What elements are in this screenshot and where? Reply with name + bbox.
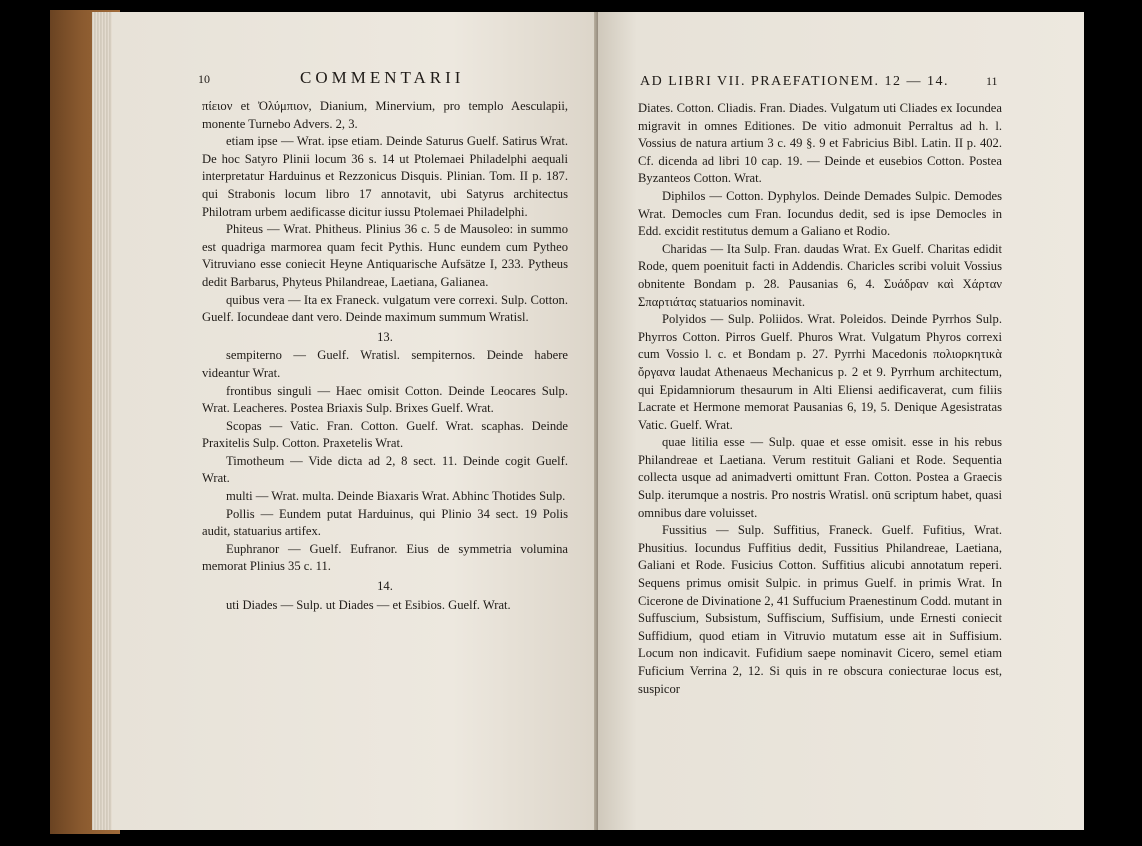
paragraph: Charidas — Ita Sulp. Fran. daudas Wrat. Ex Guelf. Charitas edidit Rode, quem poenituit facti in Addendis. Charicles scribi voluit Vossius obnitente Bondam p. 28. Pausanias 6, 4. Συάδραν καὶ Χάρταν Σπαρτιάτας statuarios nominavit.	[638, 241, 1002, 309]
paragraph: etiam ipse — Wrat. ipse etiam. Deinde Saturus Guelf. Satirus Wrat. De hoc Satyro Plinii locum 36 s. 14 ut Ptolemaei Philadelphi aequali interpretatur Harduinus et Rezzonicus Disquis. Plinian. Tom. II p. 187. qui Strabonis locum libro 17 annotavit, ubi Satyrus architectus Philotram urbem aedificasse dicitur iussu Ptolemaei Philadelphi.	[202, 134, 568, 219]
paragraph: multi — Wrat. multa. Deinde Biaxaris Wrat. Abhinc Thotides Sulp.	[226, 489, 566, 504]
paragraph: frontibus singuli — Haec omisit Cotton. Deinde Leocares Sulp. Wrat. Leacheres. Postea Briaxis Sulp. Brixes Guelf. Wrat.	[202, 383, 568, 416]
paragraph: Diphilos — Cotton. Dyphylos. Deinde Demades Sulpic. Demodes Wrat. Democles cum Fran. Iocundus dedit, sed is ipse Democles in Edd. excidit restitutus demum a Galiano et Rodio.	[638, 188, 1002, 239]
left-page	[112, 12, 598, 830]
paragraph: sempiterno — Guelf. Wratisl. sempiternos. Deinde habere videantur Wrat.	[202, 348, 568, 380]
section-number: 14.	[377, 579, 393, 594]
paragraph: Pollis — Eundem putat Harduinus, qui Plinio 34 sect. 19 Polis audit, statuarius artifex.	[202, 506, 568, 539]
paragraph: Euphranor — Guelf. Eufranor. Eius de symmetria volumina memorat Plinius 35 c. 11.	[202, 541, 568, 574]
right-page-number: 11	[986, 74, 998, 88]
paragraph: Fussitius — Sulp. Suffitius, Franeck. Guelf. Fufitius, Wrat. Phusitius. Iocundus Fuffitius dedit, Fussitius Philandreae, Laetiana, Galiani et Rode. Fusicius Cotton. Suffitius alicubi annotatum reperi. Sequens primus omisit Sulpic. in primus Guelf. in primis Wrat. In Cicerone de Divinatione 2, 41 Suffucium Praenestinum Codd. mutant in Suffuscium, Subsistum, Suffiscium, Suffisium, unde Ernesti coniecit Suffidium, quod etiam in Vitruvio mutatum esse ait in Suffisium. Locum non indicavit. Fufidium saepe nominavit Cicero, semel etiam Fuficium Verrina 2, 12. Si quis in re obscura coniecturae locus est, suspicor	[638, 523, 1002, 696]
right-running-head: AD LIBRI VII. PRAEFATIONEM. 12 — 14.	[640, 74, 949, 89]
section-number: 13.	[377, 329, 393, 344]
left-page-number: 10	[198, 72, 210, 86]
paragraph: Timotheum — Vide dicta ad 2, 8 sect. 11. Deinde cogit Guelf. Wrat.	[202, 453, 568, 486]
right-page	[598, 12, 1084, 830]
left-page-body	[202, 98, 568, 614]
paragraph: πίειον et Ὀλύμπιον, Dianium, Minervium, pro templo Aesculapii, monente Turnebo Advers. 2, 3.	[202, 99, 568, 131]
paragraph: Polyidos — Sulp. Poliidos. Wrat. Poleidos. Deinde Pyrrhos Sulp. Phyrros Cotton. Pirros Guelf. Phuros Wrat. Vulgatum Phyros correxi cum Vossio l. c. et Bondam p. 27. Pyrrhi Macedonis πολιορκητικὰ ὄργανα laudat Athenaeus Mechanicus p. 2 et 9. Pyrrhum architectum, qui Epidamniorum thesaurum in Alti Eliensi aedificaverat, cum filiis Lacrate et Hermone memorat Pausanias 6, 19, 5. Denique Agesistratas Vatic. Guelf. Wrat.	[638, 312, 1002, 432]
paragraph: Phiteus — Wrat. Phitheus. Plinius 36 c. 5 de Mausoleo: in summo est quadriga marmorea quam fecit Pythis. Hunc eundem cum Pytheo Vitruviano esse coniecit Heyne Antiquarische Aufsätze I, 233. Pytheus dedit Barbarus, Phyteus Philandreae, Laetiana, Galianea.	[202, 222, 568, 289]
paragraph: quae litilia esse — Sulp. quae et esse omisit. esse in his rebus Philandreae et Laetiana. Verum restituit Galiani et Rode. Sequentia collecta usque ad animadverti omittunt Fran. Cotton. Postea a Graecis Sulp. iterumque a nostris. Pro nostris Wratisl. onū scriptum habet, quasi omnibus dare voluisset.	[638, 435, 1002, 520]
paragraph: Diates. Cotton. Cliadis. Fran. Diades. Vulgatum uti Cliades ex Iocundea migravit in omnes Editiones. De vitio admonuit Perraltus ad h. l. Vossius de natura artium 3 c. 49 §. 9 et Fabricius Bibl. Latin. II p. 402. Cf. dicenda ad libri 10 cap. 19. — Deinde et eusebios Cotton. Postea Byzanteos Cotton. Wrat.	[638, 101, 1002, 186]
paragraph: Scopas — Vatic. Fran. Cotton. Guelf. Wrat. scaphas. Deinde Praxitelis Sulp. Cotton. Praxetelis Wrat.	[202, 418, 568, 451]
paragraph: quibus vera — Ita ex Franeck. vulgatum vere correxi. Sulp. Cotton. Guelf. Iocundeae dant vero. Deinde maximum summum Wratisl.	[202, 292, 568, 325]
paragraph: uti Diades — Sulp. ut Diades — et Esibios. Guelf. Wrat.	[226, 597, 511, 612]
left-running-title: COMMENTARII	[300, 68, 465, 87]
right-page-body	[638, 100, 1002, 698]
